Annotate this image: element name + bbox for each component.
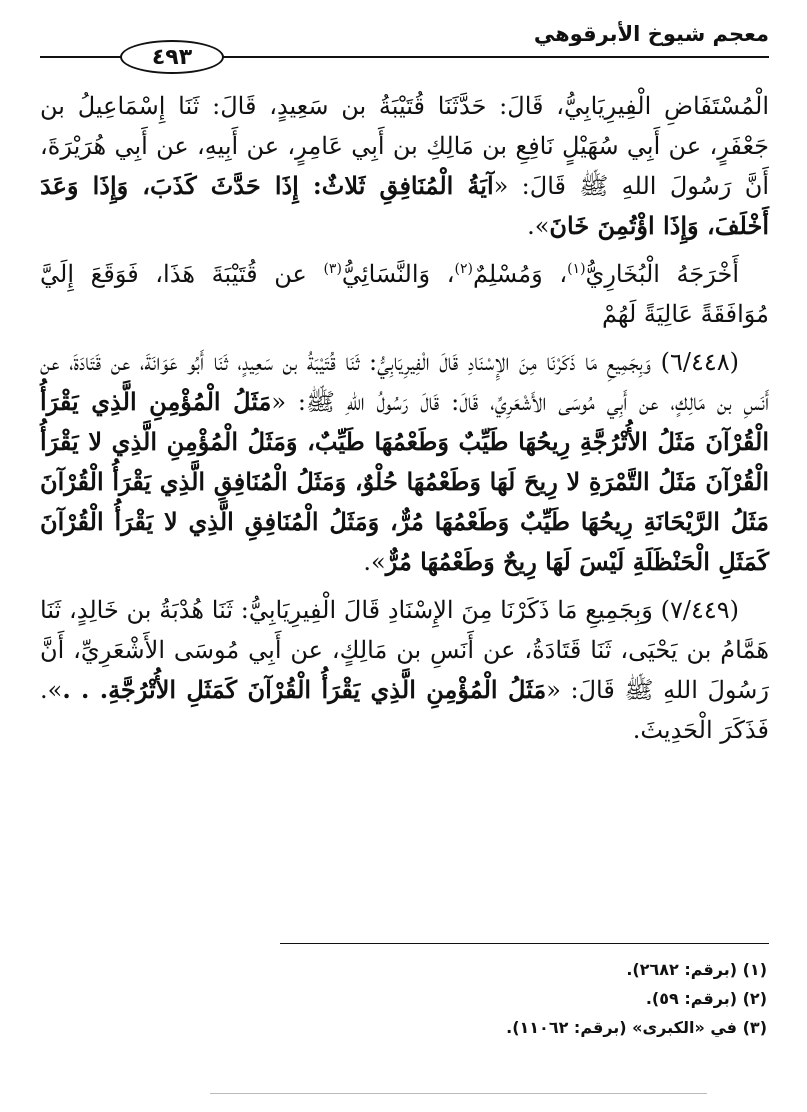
hadith-text: آيَةُ الْمُنَافِقِ ثَلاثٌ: إِذَا حَدَّثَ كَذَبَ، وَإِذَا وَعَدَ أَخْلَفَ، وَإِذَا اؤْتُمِنَ خَانَ: [40, 171, 769, 240]
hadith-449: [40, 590, 769, 750]
paragraph-2: [40, 254, 769, 334]
footnote-ref-2[interactable]: (٢): [454, 261, 473, 277]
text-span: الْمُسْتَفَاضِ الْفِيرِيَابِيُّ، قَالَ: حَدَّثَنَا قُتَيْبَةُ بن سَعِيدٍ، قَالَ: ثَنَا إِسْمَاعِيلُ بن جَعْفَرٍ، عن أَبِي سُهَيْلٍ نَافِعِ بن مَالِكِ بن أَبِي عَامِرٍ، عن أَبِيهِ، عن أَبِي هُرَيْرَةَ، أَنَّ رَسُولَ اللهِ ﷺ قَالَ: «: [40, 92, 769, 200]
footnote-3: (٣) في «الكبرى» (برقم: ١١٠٦٢).: [506, 1018, 767, 1037]
footnotes: [40, 955, 767, 1042]
footnote-ref-3[interactable]: (٣): [323, 261, 342, 277]
page-number: ٤٩٣: [120, 40, 224, 74]
hadith-448: [40, 342, 769, 582]
hadith-text: مَثَلُ الْمُؤْمِنِ الَّذِي يَقْرَأُ الْقُرْآنَ كَمَثَلِ الأُتْرُجَّةِ. . .: [62, 675, 547, 704]
text-span: (٦/٤٤٨) وَبِجَمِيعِ مَا ذَكَرْنَا مِنَ الإِسْنَادِ قَالَ الْفِيرِيَابِيُّ: ثَنَا قُتَيْبَةُ بن سَعِيدٍ، ثَنَا أَبُو عَوَانَةَ، عن قَتَادَةَ، عن أَنَسِ بن مَالِكٍ، عن أَبِي مُوسَى الأَشْعَرِيِّ، قَالَ: قَالَ رَسُولُ اللهِ ﷺ: «: [40, 348, 770, 416]
page-header: [40, 14, 769, 74]
text-span: ، وَمُسْلِمٌ: [472, 260, 568, 288]
text-span: عن قُتَيْبَةَ هَذَا، فَوَقَعَ إِلَيَّ مُوَافَقَةً عَالِيَةً لَهُمْ: [40, 260, 769, 328]
text-span: ». فَذَكَرَ الْحَدِيثَ.: [40, 676, 769, 744]
book-title: معجم شيوخ الأبرقوهي: [533, 22, 769, 46]
text-span: ، وَالنَّسَائِيُّ: [341, 260, 455, 288]
main-text: [40, 86, 769, 758]
hadith-text: مَثَلُ الْمُؤْمِنِ الَّذِي يَقْرَأُ الْقُرْآنَ مَثَلُ الأُتْرُجَّةِ رِيحُهَا طَيِّبٌ وَطَعْمُهَا طَيِّبٌ، وَمَثَلُ الْمُؤْمِنِ الَّذِي لا يَقْرَأُ الْقُرْآنَ مَثَلُ التَّمْرَةِ لا رِيحَ لَهَا وَطَعْمُهَا حُلْوٌ، وَمَثَلُ الْمُنَافِقِ الَّذِي يَقْرَأُ الْقُرْآنَ مَثَلُ الرَّيْحَانَةِ رِيحُهَا طَيِّبٌ وَطَعْمُهَا مُرٌّ، وَمَثَلُ الْمُنَافِقِ الَّذِي لا يَقْرَأُ الْقُرْآنَ كَمَثَلِ الْحَنْظَلَةِ لَيْسَ لَهَا رِيحٌ وَطَعْمُهَا مُرٌّ: [40, 387, 769, 576]
footnote-1: (١) (برقم: ٢٦٨٢).: [626, 960, 767, 979]
text-span: أَخْرَجَهُ الْبُخَارِيُّ: [585, 260, 739, 288]
bottom-edge-line: [210, 1093, 707, 1094]
footnote-ref-1[interactable]: (١): [567, 261, 586, 277]
text-span: ».: [527, 212, 550, 240]
footnote-2: (٢) (برقم: ٥٩).: [645, 989, 767, 1008]
footnote-separator: [280, 943, 769, 944]
paragraph-1: [40, 86, 769, 246]
text-span: (٧/٤٤٩) وَبِجَمِيعِ مَا ذَكَرْنَا مِنَ الإِسْنَادِ قَالَ الْفِيرِيَابِيُّ: ثَنَا هُدْبَةُ بن خَالِدٍ، ثَنَا هَمَّامُ بن يَحْيَى، ثَنَا قَتَادَةُ، عن أَنَسِ بن مَالِكٍ، عن أَبِي مُوسَى الأَشْعَرِيِّ، أَنَّ رَسُولَ اللهِ ﷺ قَالَ: «: [40, 596, 770, 704]
text-span: ».: [363, 548, 386, 576]
